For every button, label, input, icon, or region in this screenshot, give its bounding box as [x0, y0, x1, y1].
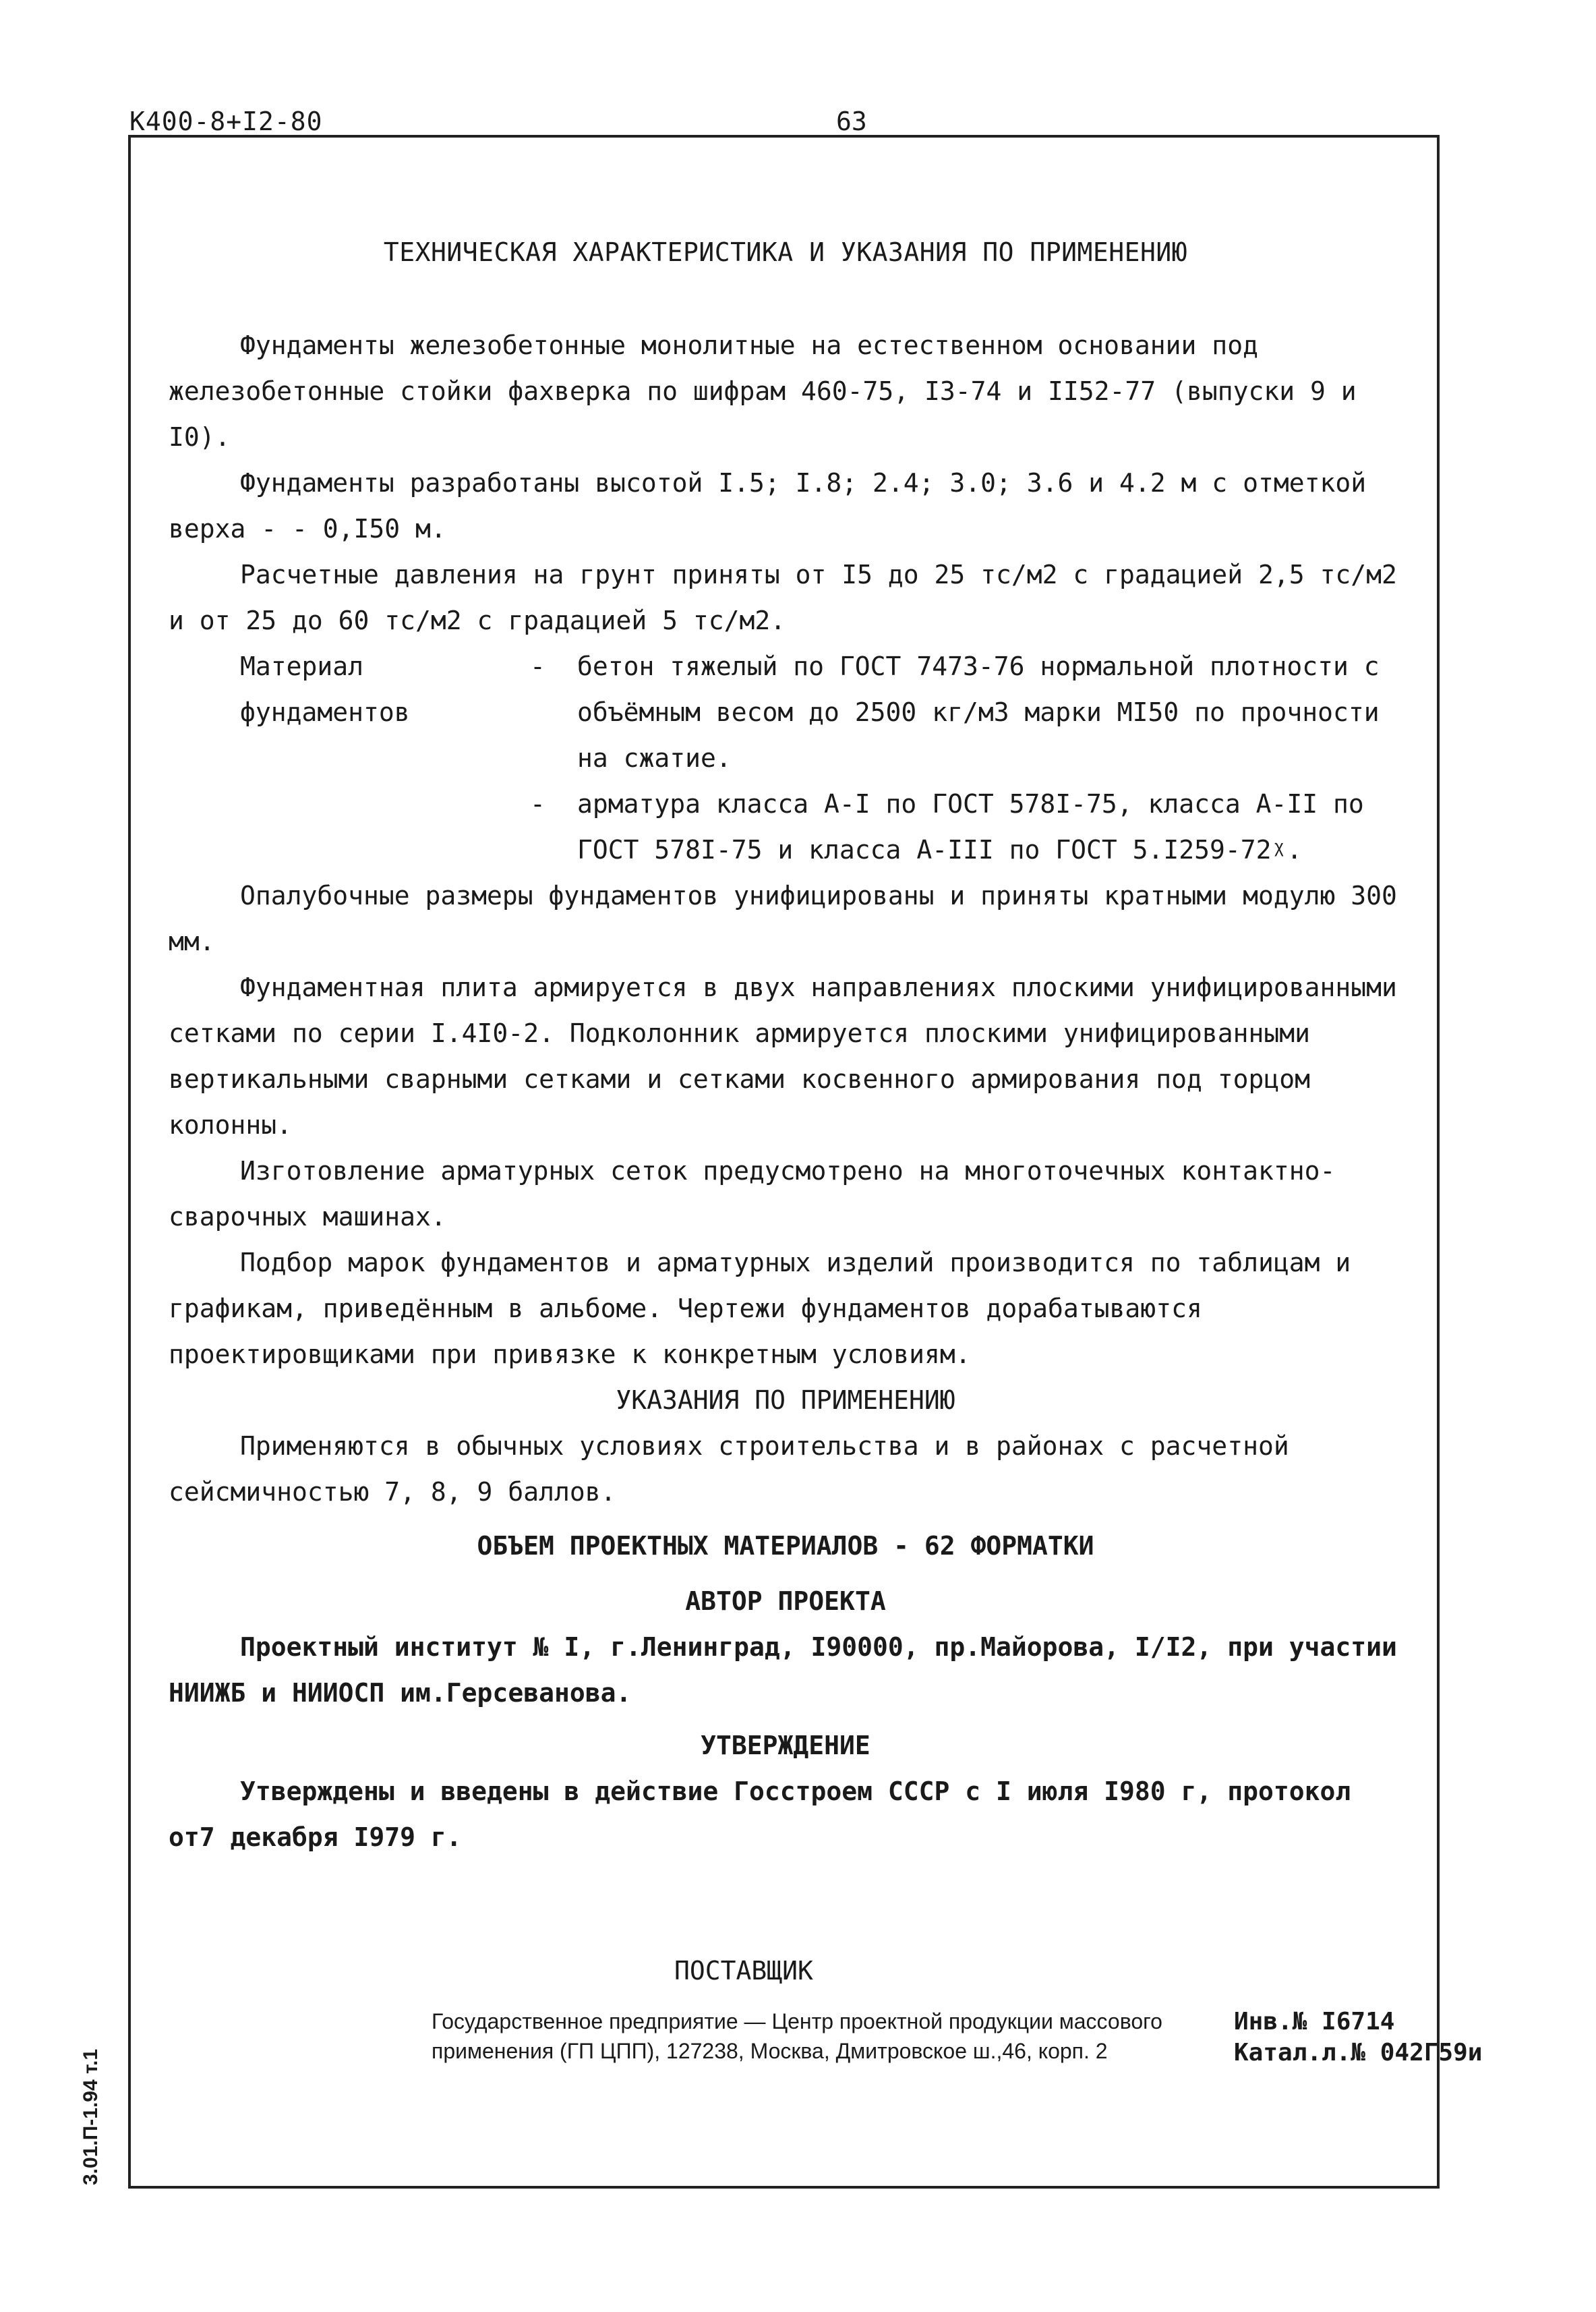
volume-heading: ОБЪЕМ ПРОЕКТНЫХ МАТЕРИАЛОВ - 62 ФОРМАТКИ [477, 1531, 1094, 1561]
paragraph-pressure: Расчетные давления на грунт приняты от І5 до 25 тс/м2 с градацией 2,5 тс/м2 и от 25 до 60 тс/м2 с градацией 5 тс/м2. [169, 560, 1397, 635]
material-rebar: арматура класса А-І по ГОСТ 578І-75, класса А-ІІ по ГОСТ 578І-75 и класса А-ІІІ по ГОСТ 5.І259-72ᵡ. [577, 789, 1364, 865]
material-dash-2: - [530, 789, 545, 819]
approval-heading: УТВЕРЖДЕНИЕ [701, 1731, 870, 1760]
material-dash: - [530, 652, 545, 681]
author-heading: АВТОР ПРОЕКТА [685, 1586, 886, 1616]
page-number: 63 [836, 107, 867, 136]
inventory-block [1234, 2006, 1482, 2069]
author-text: Проектный институт № І, г.Ленинград, І90000, пр.Майорова, І/І2, при участии НИИЖБ и НИИОСП им.Герсеванова. [169, 1632, 1397, 1708]
paragraph-manufacturing: Изготовление арматурных сеток предусмотрено на многоточечных контактно-сварочных машинах. [169, 1156, 1336, 1232]
document-body [169, 229, 1402, 1860]
material-label: Материал фундаментов [240, 652, 410, 727]
paragraph-selection: Подбор марок фундаментов и арматурных изделий производится по таблицам и графикам, приведённым в альбоме. Чертежи фундаментов дорабатываются проектировщиками при привязке к конкретным условиям. [169, 1248, 1351, 1369]
paragraph-foundations: Фундаменты железобетонные монолитные на естественном основании под железобетонные стойки фахверка по шифрам 460-75, І3-74 и ІІ52-77 (выпуски 9 и І0). [169, 330, 1357, 452]
approval-text: Утверждены и введены в действие Госстроем СССР с І июля І980 г, протокол от7 декабря І979 г. [169, 1776, 1351, 1852]
page-title: ТЕХНИЧЕСКАЯ ХАРАКТЕРИСТИКА И УКАЗАНИЯ ПО ПРИМЕНЕНИЮ [383, 237, 1188, 267]
side-code: 3.01.П-1.94 т.1 [80, 2048, 102, 2185]
supplier-text: Государственное предприятие — Центр проектной продукции массового применения (ГП ЦПП), 127238, Москва, Дмитровское ш.,46, корп. 2 [432, 2009, 1162, 2063]
paragraph-formwork: Опалубочные размеры фундаментов унифицированы и приняты кратными модулю 300 мм. [169, 881, 1397, 956]
application-heading: УКАЗАНИЯ ПО ПРИМЕНЕНИЮ [616, 1385, 955, 1415]
material-concrete: бетон тяжелый по ГОСТ 7473-76 нормальной плотности с объёмным весом до 2500 кг/м3 марки МІ50 по прочности на сжатие. [577, 652, 1380, 773]
material-row-concrete [169, 643, 1402, 781]
inventory-number: Инв.№ І6714 [1234, 2008, 1395, 2035]
catalog-number: Катал.л.№ 042Г59и [1234, 2039, 1483, 2067]
material-row-rebar [169, 781, 1402, 873]
paragraph-reinforcement: Фундаментная плита армируется в двух направлениях плоскими унифицированными сетками по серии І.4І0-2. Подколонник армируется плоскими унифицированными вертикальными сварными сетками и сетками косвенного армирования под торцом колонны. [169, 973, 1397, 1140]
paragraph-heights: Фундаменты разработаны высотой І.5; І.8; 2.4; 3.0; 3.6 и 4.2 м с отметкой верха - - 0,І50 м. [169, 468, 1367, 544]
supplier-heading: ПОСТАВЩИК [674, 1956, 813, 1986]
application-text: Применяются в обычных условиях строительства и в районах с расчетной сейсмичностью 7, 8, 9 баллов. [169, 1431, 1289, 1507]
document-code: К400-8+І2-80 [129, 107, 323, 136]
